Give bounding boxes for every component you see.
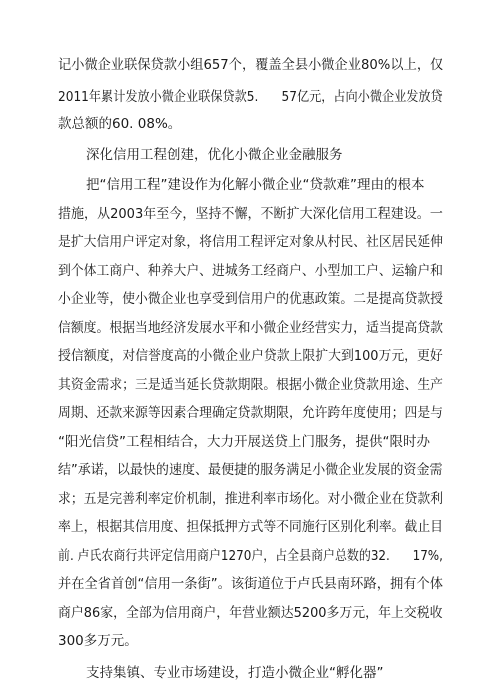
section-heading-market: 支持集镇、专业市场建设，打造小微企业“孵化器”	[86, 665, 384, 681]
paragraph-line-19: 并在全省首创“信用一条街”。该街道位于卢氏县南环路，拥有个体	[58, 576, 443, 592]
paragraph-line-5: 把“信用工程”建设作为化解小微企业“贷款难”理由的根本	[86, 177, 425, 193]
paragraph-line-10: 信额度。根据当地经济发展水平和小微企业经营实力，适当提高贷款	[58, 320, 443, 336]
paragraph-line-20: 商户86家，全部为信用商户，年营业额达5200多万元，年上交税收	[58, 605, 443, 621]
paragraph-line-2: 2011年累计发放小微企业联保贷款5. 57亿元，占向小微企业发放贷	[58, 89, 443, 105]
paragraph-line-17: 率上，根据其信用度、担保抵押方式等不同施行区别化利率。截止目	[58, 519, 443, 535]
paragraph-line-16: 求；五是完善利率定价机制，推进利率市场化。对小微企业在贷款利	[58, 491, 443, 507]
paragraph-line-9: 小企业等，使小微企业也享受到信用户的优惠政策。二是提高贷款授	[58, 291, 443, 307]
paragraph-line-7: 是扩大信用户评定对象，将信用工程评定对象从村民、社区居民延伸	[58, 234, 443, 250]
paragraph-line-18: 前. 卢氏农商行共评定信用商户1270户，占全县商户总数的32. 17%,	[58, 548, 443, 564]
paragraph-line-11: 授信额度，对信誉度高的小微企业户贷款上限扩大到100万元，更好	[58, 348, 443, 364]
paragraph-line-3: 款总额的60. 08%。	[58, 116, 182, 132]
paragraph-line-1: 记小微企业联保贷款小组657个，覆盖全县小微企业80%以上，仅	[58, 57, 444, 73]
paragraph-line-13: 周期、还款来源等因素合理确定贷款期限，允许跨年度使用；四是与	[58, 405, 443, 421]
section-heading-credit: 深化信用工程创建，优化小微企业金融服务	[86, 147, 343, 163]
paragraph-line-6: 措施，从2003年至今，坚持不懈，不断扩大深化信用工程建设。一	[58, 206, 443, 222]
paragraph-line-8: 到个体工商户、种养大户、进城务工经商户、小型加工户、运输户和	[58, 263, 443, 279]
paragraph-line-12: 其资金需求；三是适当延长贷款期限。根据小微企业贷款用途、生产	[58, 377, 443, 393]
paragraph-line-14: “阳光信贷”工程相结合，大力开展送贷上门服务，提供“限时办	[58, 434, 430, 450]
paragraph-line-21: 300多万元。	[58, 633, 138, 649]
paragraph-line-15: 结”承诺，以最快的速度、最便捷的服务满足小微企业发展的资金需	[58, 462, 443, 478]
